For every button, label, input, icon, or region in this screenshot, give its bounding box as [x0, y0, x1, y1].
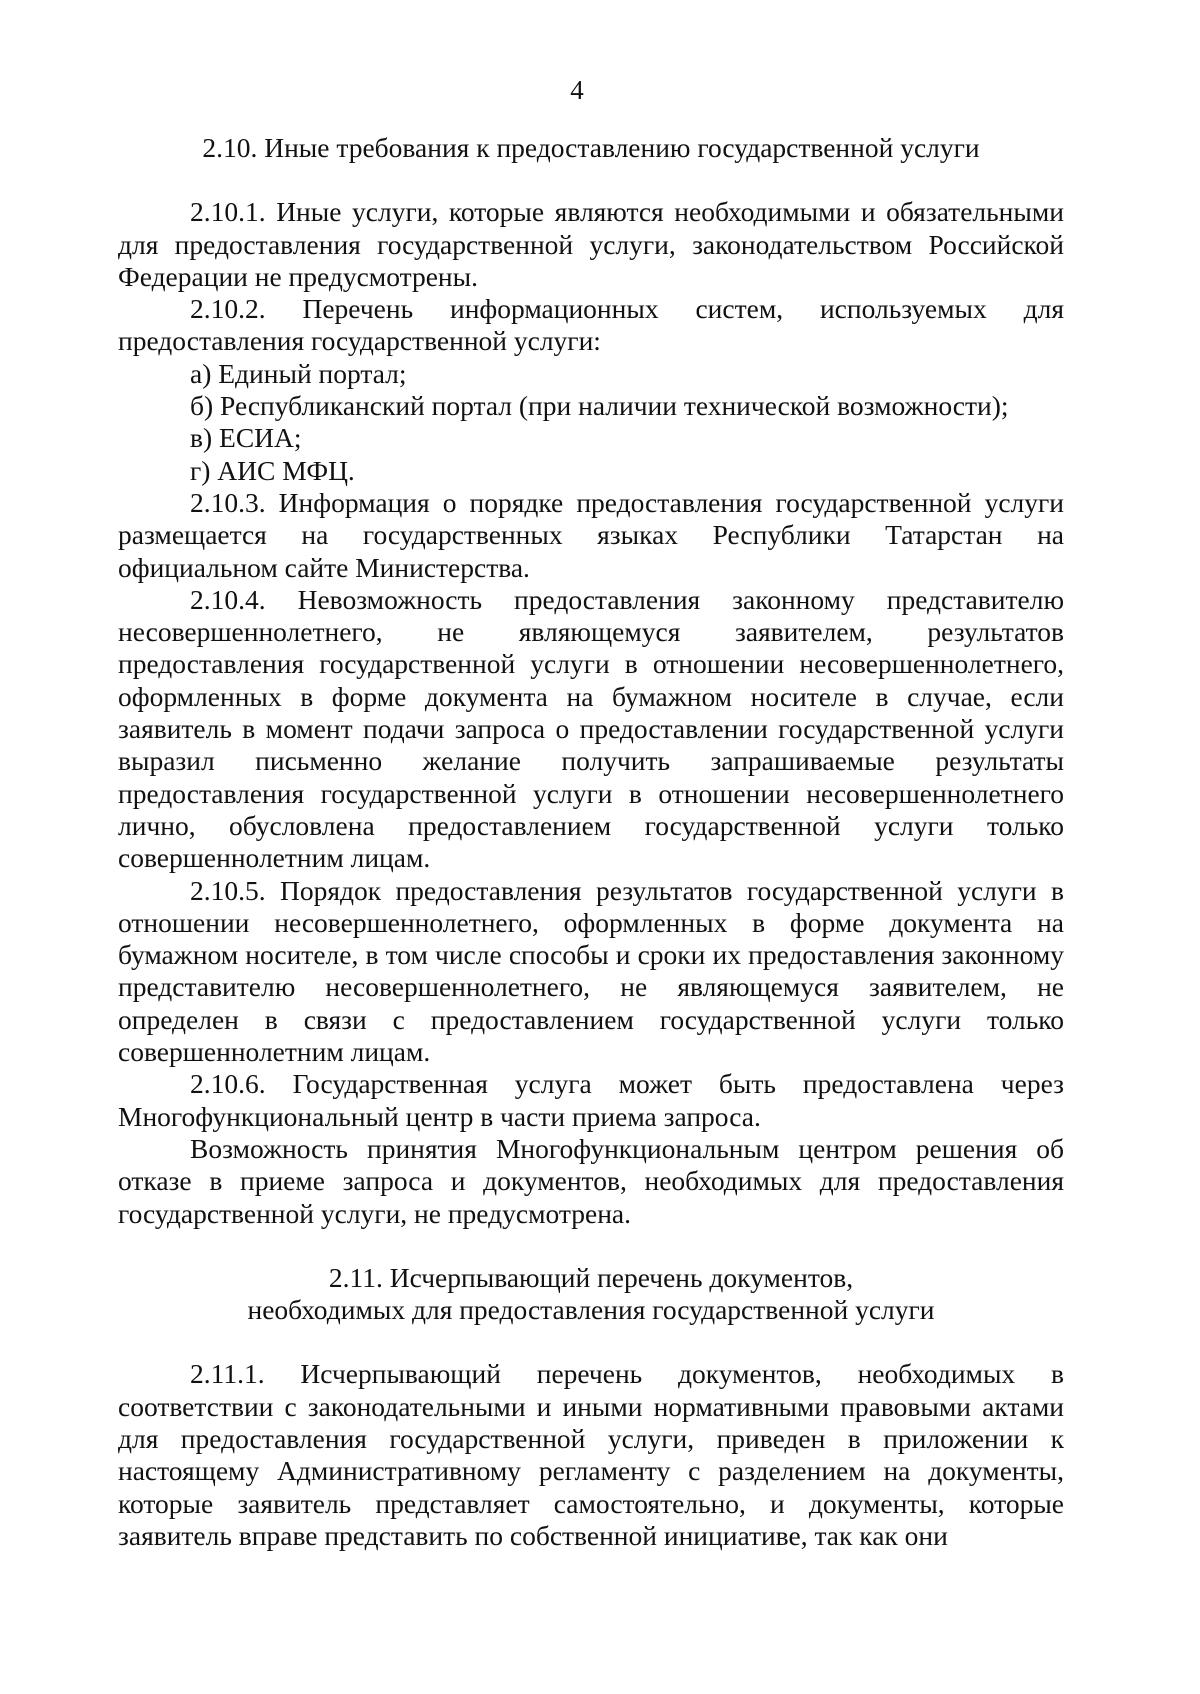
list-item: г) АИС МФЦ. — [190, 454, 355, 486]
section-heading-2-11 — [118, 1262, 1064, 1327]
paragraph-2-10-4: 2.10.4. Невозможность предоставления законному представителю несовершеннолетнего, не являющемуся заявителем, результатов предоставления государственной услуги в отношении несовершеннолетнего, оформленных в форме документа на бумажном носителе в случае, если заявитель в момент подачи запроса о предоставлении государственной услуги выразил письменно желание получить запрашиваемые результаты предоставления государственной услуги в отношении несовершеннолетнего лично, обусловлена предоставлением государственной услуги только совершеннолетним лицам. — [118, 583, 1064, 874]
page-number: 4 — [570, 75, 584, 105]
section-heading-line: необходимых для предоставления государственной услуги — [247, 1294, 935, 1326]
list-item: б) Республиканский портал (при наличии технической возможности); — [190, 390, 1009, 422]
list-item: а) Единый портал; — [190, 357, 407, 389]
section-heading-line: 2.11. Исчерпывающий перечень документов, — [328, 1261, 854, 1293]
paragraph-2-11-1: 2.11.1. Исчерпывающий перечень документов, необходимых в соответствии с законодательными и иными нормативными правовыми актами для предоставления государственной услуги, приведен в приложении к настоящему Административному регламенту с разделением на документы, которые заявитель представляет самостоятельно, и документы, которые заявитель вправе представить по собственной инициативе, так как они — [118, 1358, 1064, 1551]
paragraph-2-10-6-continued: Возможность принятия Многофункциональным центром решения об отказе в приеме запроса и документов, необходимых для предоставления государственной услуги, не предусмотрена. — [118, 1132, 1064, 1229]
document-body — [118, 132, 1064, 1552]
list-item: в) ЕСИА; — [190, 422, 302, 454]
paragraph-2-10-6: 2.10.6. Государственная услуга может быть предоставлена через Многофункциональный центр в части приема запроса. — [118, 1068, 1064, 1132]
paragraph-2-10-5: 2.10.5. Порядок предоставления результатов государственной услуги в отношении несовершеннолетнего, оформленных в форме документа на бумажном носителе, в том числе способы и сроки их предоставления законному представителю несовершеннолетнего, не являющемуся заявителем, не определен в связи с предоставлением государственной услуги только совершеннолетним лицам. — [118, 874, 1064, 1068]
paragraph-2-10-3: 2.10.3. Информация о порядке предоставления государственной услуги размещается на государственных языках Республики Татарстан на официальном сайте Министерства. — [118, 486, 1064, 583]
paragraph-2-10-1: 2.10.1. Иные услуги, которые являются необходимыми и обязательными для предоставления государственной услуги, законодательством Российской Федерации не предусмотрены. — [118, 196, 1064, 292]
paragraph-2-10-2: 2.10.2. Перечень информационных систем, используемых для предоставления государственной услуги: — [118, 293, 1064, 357]
section-heading-2-10: 2.10. Иные требования к предоставлению государственной услуги — [202, 132, 980, 163]
